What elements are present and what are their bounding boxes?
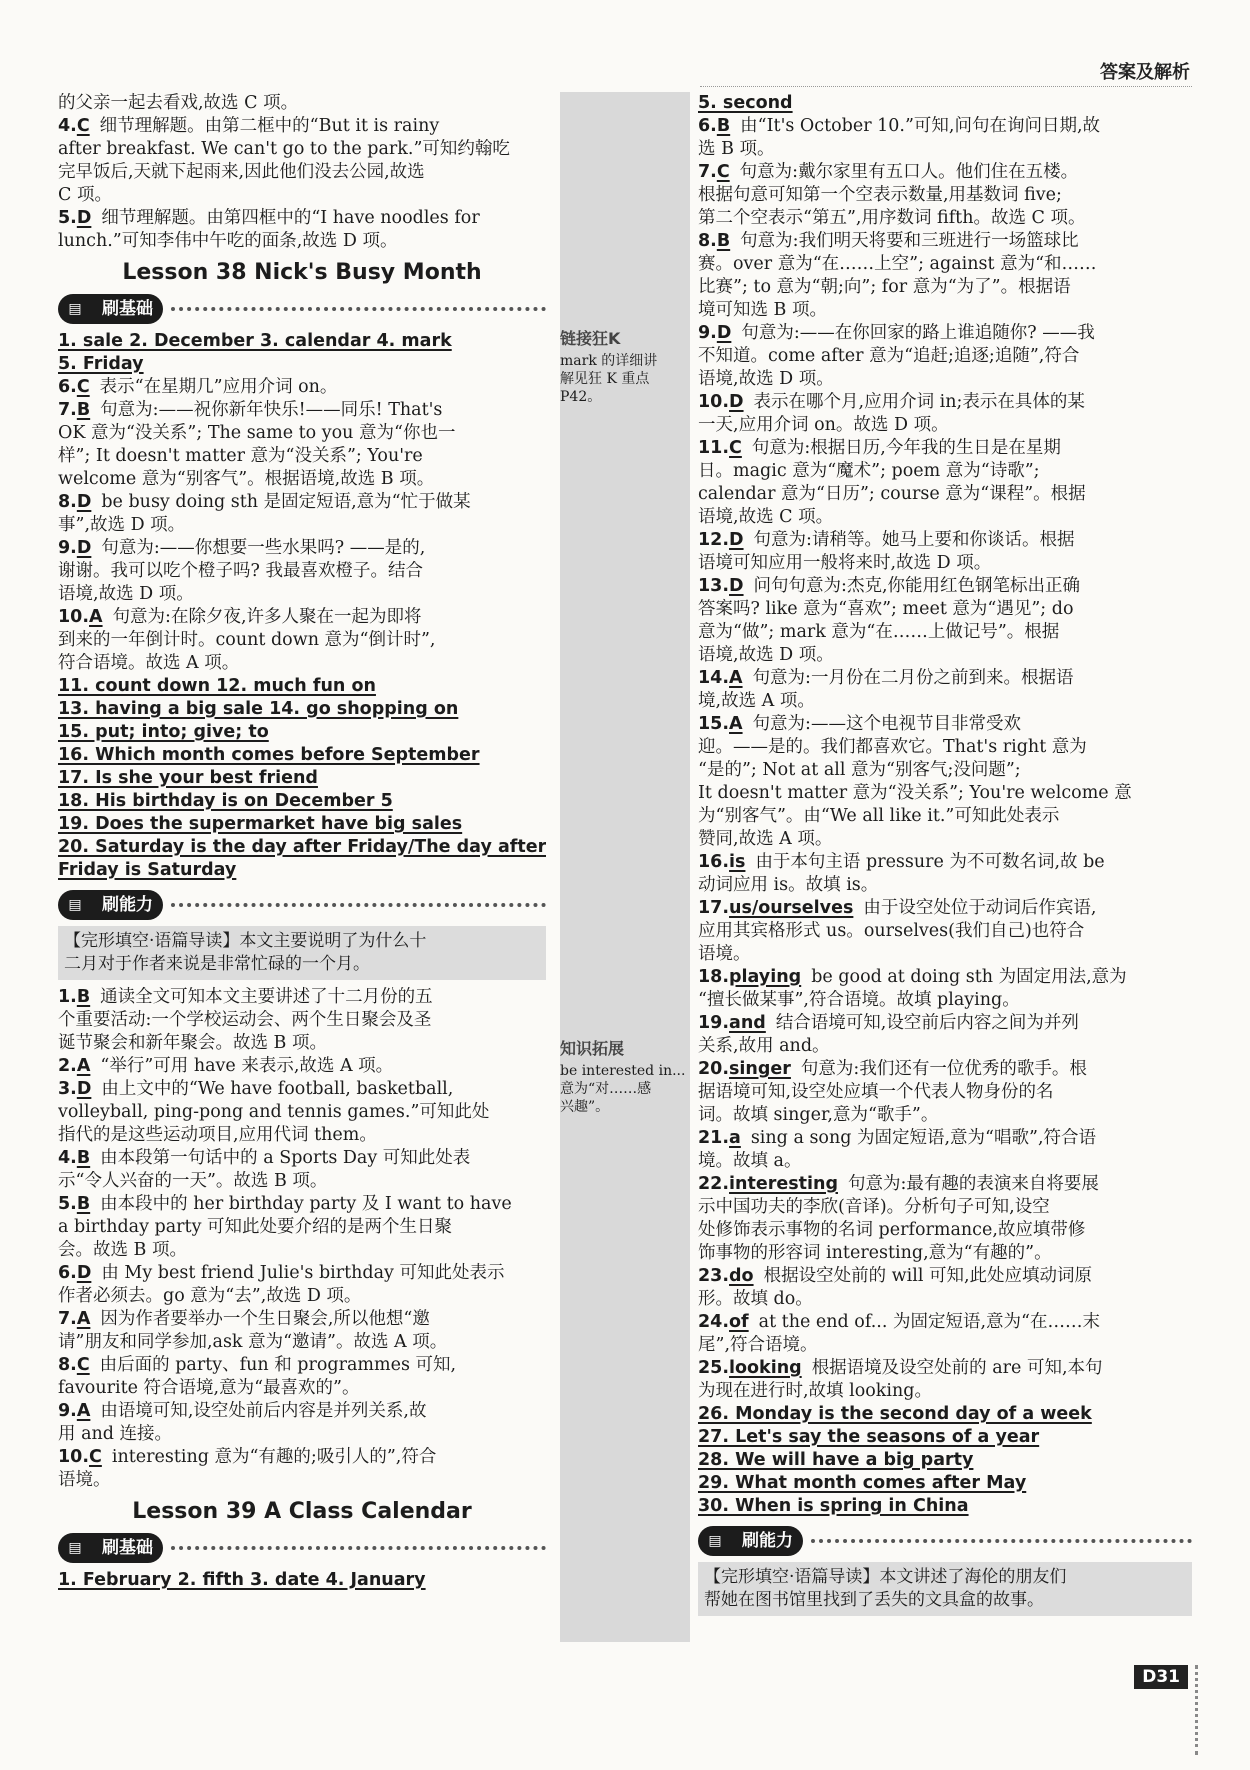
item-number: 12. (698, 530, 730, 550)
answer-key: A (729, 668, 743, 688)
answer-line: 19. Does the supermarket have big sales (58, 814, 463, 834)
explanation-text: be busy doing sth 是固定短语,意为“忙于做某 (101, 492, 471, 512)
answer-line: 18. His birthday is on December 5 (58, 791, 393, 811)
item-number: 15. (698, 714, 730, 734)
item-number: 21. (698, 1128, 730, 1148)
explanation-line: 赛。over 意为“在……上空”; against 意为“和…… (698, 254, 1097, 274)
answer-line: Friday is Saturday (58, 860, 237, 880)
explanation-text: 句意为:戴尔家里有五口人。他们住在五楼。 (739, 162, 1079, 182)
item-number: 25. (698, 1358, 730, 1378)
explanation-line (698, 1058, 1192, 1081)
item-number: 5. (58, 208, 77, 228)
answer-key: D (729, 530, 744, 550)
explanation-text: 结合语境可知,设空前后内容之间为并列 (775, 1013, 1079, 1033)
explanation-text: 句意为:——你想要一些水果吗? ——是的, (101, 538, 426, 558)
explanation-line: 比赛”; to 意为“朝;向”; for 意为“为了”。根据语 (698, 277, 1071, 297)
answer-key: A (76, 1401, 91, 1421)
reading-guide-line: 二月对于作者来说是非常忙碌的一个月。 (64, 954, 370, 974)
answer-line: 15. put; into; give; to (58, 722, 269, 742)
explanation-line (58, 491, 546, 514)
explanation-line: 指代的是这些运动项目,应用代词 them。 (58, 1125, 377, 1145)
explanation-text: 通读全文可知本文主要讲述了十二月份的五 (100, 987, 433, 1007)
explanation-text: 句意为:一月份在二月份之前到来。根据语 (752, 668, 1074, 688)
explanation-line: 的父亲一起去看戏,故选 C 项。 (58, 93, 299, 113)
explanation-line: 日。magic 意为“魔术”; poem 意为“诗歌”; (698, 461, 1040, 481)
book-icon: ▤ (698, 1526, 732, 1556)
reading-guide-line: 【完形填空·语篇导读】本文讲述了海伦的朋友们 (704, 1567, 1067, 1587)
explanation-text: 句意为:——在你回家的路上谁追随你? ——我 (741, 323, 1095, 343)
item-number: 11. (698, 438, 730, 458)
item-number: 7. (698, 162, 717, 182)
explanation-line: volleyball, ping-pong and tennis games.”可知此处 (58, 1102, 490, 1122)
answer-key: C (716, 162, 730, 182)
item-number: 10. (698, 392, 730, 412)
answer-key: and (729, 1013, 766, 1033)
answer-key: D (76, 1079, 92, 1099)
explanation-line: 完早饭后,天就下起雨来,因此他们没去公园,故选 (58, 162, 425, 182)
answer-key: singer (729, 1059, 791, 1079)
explanation-line: 境。故填 a。 (698, 1151, 802, 1171)
explanation-line: 语境可知应用一般将来时,故选 D 项。 (698, 553, 992, 573)
answer-key: C (76, 1355, 90, 1375)
section-badge-label: 刷能力 (92, 890, 163, 920)
explanation-line: 符合语境。故选 A 项。 (58, 653, 240, 673)
answer-key: B (716, 116, 731, 136)
answer-key: B (76, 1194, 91, 1214)
explanation-line (58, 606, 546, 629)
explanation-line (698, 713, 1192, 736)
item-number: 19. (698, 1013, 730, 1033)
book-icon: ▤ (58, 1533, 92, 1563)
explanation-line (698, 1357, 1192, 1380)
item-number: 8. (58, 1355, 77, 1375)
answer-line: 26. Monday is the second day of a week (698, 1404, 1092, 1424)
answer-line: 28. We will have a big party (698, 1450, 974, 1470)
explanation-line (58, 537, 546, 560)
answer-key: is (729, 852, 746, 872)
explanation-line: 根据句意可知第一个空表示数量,用基数词 five; (698, 185, 1062, 205)
explanation-line (58, 1446, 546, 1469)
item-number: 2. (58, 1056, 77, 1076)
answer-line: 29. What month comes after May (698, 1473, 1027, 1493)
dotted-rule (171, 903, 546, 907)
item-number: 6. (58, 377, 77, 397)
right-column (698, 92, 1192, 1622)
side-note-line: be interested in... (560, 1063, 686, 1079)
answer-key: D (76, 1263, 92, 1283)
explanation-line (58, 1078, 546, 1101)
explanation-line: 到来的一年倒计时。count down 意为“倒计时”, (58, 630, 436, 650)
explanation-text: 因为作者要举办一个生日聚会,所以他想“邀 (100, 1309, 430, 1329)
answer-line: 11. count down 12. much fun on (58, 676, 376, 696)
explanation-text: “举行”可用 have 来表示,故选 A 项。 (100, 1056, 394, 1076)
explanation-line: favourite 符合语境,意为“最喜欢的”。 (58, 1378, 360, 1398)
explanation-text: 由 My best friend Julie's birthday 可知此处表示 (101, 1263, 505, 1283)
book-icon: ▤ (58, 294, 92, 324)
explanation-line (58, 1400, 546, 1423)
reading-guide-line: 帮她在图书馆里找到了丢失的文具盒的故事。 (704, 1590, 1044, 1610)
explanation-line: 迎。——是的。我们都喜欢它。That's right 意为 (698, 737, 1087, 757)
item-number: 9. (58, 538, 77, 558)
explanation-line: 答案吗? like 意为“喜欢”; meet 意为“遇见”; do (698, 599, 1074, 619)
explanation-line (58, 1262, 546, 1285)
explanation-line: 会。故选 B 项。 (58, 1240, 187, 1260)
item-number: 7. (58, 1309, 77, 1329)
explanation-text: be good at doing sth 为固定用法,意为 (811, 967, 1127, 987)
explanation-line: 语境,故选 D 项。 (698, 369, 834, 389)
explanation-line: It doesn't matter 意为“没关系”; You're welcome 意 (698, 783, 1132, 803)
explanation-text: 由本段第一句话中的 a Sports Day 可知此处表 (100, 1148, 471, 1168)
explanation-text: 表示“在星期几”应用介词 on。 (99, 377, 338, 397)
item-number: 4. (58, 116, 77, 136)
answer-key: of (729, 1312, 749, 1332)
item-number: 18. (698, 967, 730, 987)
book-icon: ▤ (58, 890, 92, 920)
explanation-text: 句意为:请稍等。她马上要和你谈话。根据 (753, 530, 1075, 550)
section-badge (58, 1533, 546, 1563)
item-number: 13. (698, 576, 730, 596)
left-column (58, 92, 546, 1592)
section-badge-label: 刷基础 (92, 294, 163, 324)
explanation-line: 处修饰表示事物的名词 performance,故应填带修 (698, 1220, 1086, 1240)
answer-key: do (729, 1266, 754, 1286)
item-number: 20. (698, 1059, 730, 1079)
answer-line: 20. Saturday is the day after Friday/The day after (58, 837, 546, 857)
explanation-line: calendar 意为“日历”; course 意为“课程”。根据 (698, 484, 1086, 504)
reading-guide-line: 【完形填空·语篇导读】本文主要说明了为什么十 (64, 931, 427, 951)
explanation-line (698, 391, 1192, 414)
explanation-line (698, 161, 1192, 184)
item-number: 6. (698, 116, 717, 136)
explanation-line: 境,故选 A 项。 (698, 691, 815, 711)
explanation-line (698, 1127, 1192, 1150)
explanation-line: welcome 意为“别客气”。根据语境,故选 B 项。 (58, 469, 435, 489)
explanation-line: 事”,故选 D 项。 (58, 515, 186, 535)
explanation-line: 形。故填 do。 (698, 1289, 813, 1309)
answer-line: 1. February 2. fifth 3. date 4. January (58, 1570, 426, 1590)
answer-line: 5. second (698, 93, 793, 113)
explanation-text: 问句句意为:杰克,你能用红色钢笔标出正确 (753, 576, 1081, 596)
explanation-line (58, 1354, 546, 1377)
item-number: 17. (698, 898, 730, 918)
explanation-line: C 项。 (58, 185, 112, 205)
explanation-line (698, 851, 1192, 874)
reading-guide (58, 926, 546, 980)
explanation-line: 样”; It doesn't matter 意为“没关系”; You're (58, 446, 423, 466)
explanation-line (698, 529, 1192, 552)
explanation-line (698, 115, 1192, 138)
answer-key: D (76, 492, 92, 512)
explanation-line (698, 1265, 1192, 1288)
page-number: D31 (1134, 1665, 1188, 1689)
explanation-line (58, 115, 546, 138)
explanation-line: 语境,故选 D 项。 (698, 645, 834, 665)
item-number: 22. (698, 1174, 730, 1194)
explanation-text: 根据语境及设空处前的 are 可知,本句 (811, 1358, 1103, 1378)
answer-key: A (76, 1309, 91, 1329)
answer-key: C (729, 438, 742, 458)
explanation-line: 应用其宾格形式 us。ourselves(我们自己)也符合 (698, 921, 1085, 941)
explanation-text: 由于本句主语 pressure 为不可数名词,故 be (755, 852, 1105, 872)
item-number: 3. (58, 1079, 77, 1099)
explanation-text: 由上文中的“We have football, basketball, (101, 1079, 454, 1099)
answer-key: B (716, 231, 731, 251)
explanation-line: 词。故填 singer,意为“歌手”。 (698, 1105, 939, 1125)
dotted-rule (811, 1539, 1192, 1543)
section-badge-label: 刷基础 (92, 1533, 163, 1563)
answer-key: A (89, 607, 103, 627)
explanation-line (698, 897, 1192, 920)
answer-key: D (729, 576, 744, 596)
item-number: 24. (698, 1312, 730, 1332)
item-number: 9. (58, 1401, 77, 1421)
explanation-line (58, 986, 546, 1009)
explanation-text: 细节理解题。由第四框中的“I have noodles for (101, 208, 480, 228)
side-note-line: 兴趣”。 (560, 1099, 610, 1115)
answer-key: D (76, 208, 92, 228)
explanation-line: 为现在进行时,故填 looking。 (698, 1381, 932, 1401)
lesson-title: Lesson 38 Nick's Busy Month (122, 260, 482, 285)
answer-key: C (76, 377, 90, 397)
explanation-line (698, 667, 1192, 690)
answer-line: 27. Let's say the seasons of a year (698, 1427, 1040, 1447)
explanation-line (58, 207, 546, 230)
answer-key: D (729, 392, 744, 412)
explanation-line: 示中国功夫的李欣(音译)。分析句子可知,设空 (698, 1197, 1050, 1217)
explanation-line: 用 and 连接。 (58, 1424, 173, 1444)
item-number: 4. (58, 1148, 77, 1168)
explanation-line: “是的”; Not at all 意为“别客气;没问题”; (698, 760, 1021, 780)
explanation-line (58, 1193, 546, 1216)
section-badge (58, 294, 546, 324)
side-note-line: 解见狂 K 重点 (560, 371, 650, 387)
explanation-line (58, 376, 546, 399)
explanation-line: 语境。 (698, 944, 751, 964)
explanation-line (58, 1055, 546, 1078)
explanation-line: “擅长做某事”,符合语境。故填 playing。 (698, 990, 1020, 1010)
explanation-line: 不知道。come after 意为“追赶;追逐;追随”,符合 (698, 346, 1080, 366)
explanation-line: lunch.”可知李伟中午吃的面条,故选 D 项。 (58, 231, 398, 251)
answer-line: 1. sale 2. December 3. calendar 4. mark (58, 331, 452, 351)
explanation-text: 由语境可知,设空处前后内容是并列关系,故 (100, 1401, 427, 1421)
explanation-line (698, 575, 1192, 598)
explanation-line: 示“令人兴奋的一天”。故选 B 项。 (58, 1171, 328, 1191)
explanation-line: 赞同,故选 A 项。 (698, 829, 833, 849)
dotted-rule (171, 307, 546, 311)
item-number: 8. (58, 492, 77, 512)
header-divider (700, 86, 1192, 87)
explanation-line (698, 1173, 1192, 1196)
item-number: 14. (698, 668, 730, 688)
answer-key: a (729, 1128, 741, 1148)
answer-key: C (89, 1447, 102, 1467)
explanation-text: 根据设空处前的 will 可知,此处应填动词原 (763, 1266, 1093, 1286)
side-note-extension (560, 1040, 690, 1116)
explanation-line (58, 1308, 546, 1331)
explanation-text: interesting 意为“有趣的;吸引人的”,符合 (111, 1447, 437, 1467)
item-number: 9. (698, 323, 717, 343)
answer-line: 5. Friday (58, 354, 144, 374)
answer-line: 13. having a big sale 14. go shopping on (58, 699, 459, 719)
answer-line: 16. Which month comes before September (58, 745, 480, 765)
explanation-line: 作者必须去。go 意为“去”,故选 D 项。 (58, 1286, 362, 1306)
explanation-text: 由“It's October 10.”可知,问句在询问日期,故 (740, 116, 1101, 136)
explanation-text: 句意为:——祝你新年快乐!——同乐! That's (100, 400, 443, 420)
explanation-line: 尾”,符合语境。 (698, 1335, 818, 1355)
explanation-line: 第二个空表示“第五”,用序数词 fifth。故选 C 项。 (698, 208, 1086, 228)
explanation-text: 句意为:最有趣的表演来自将要展 (847, 1174, 1099, 1194)
side-note-link (560, 330, 690, 406)
header-title: 答案及解析 (1100, 62, 1190, 83)
item-number: 8. (698, 231, 717, 251)
side-note-line: P42。 (560, 389, 602, 405)
explanation-line: 饰事物的形容词 interesting,意为“有趣的”。 (698, 1243, 1052, 1263)
item-number: 1. (58, 987, 77, 1007)
explanation-line (698, 322, 1192, 345)
explanation-text: 句意为:我们明天将要和三班进行一场篮球比 (740, 231, 1079, 251)
section-badge (58, 890, 546, 920)
explanation-line: a birthday party 可知此处要介绍的是两个生日聚 (58, 1217, 453, 1237)
section-badge (698, 1526, 1192, 1556)
explanation-text: 句意为:根据日历,今年我的生日是在星期 (751, 438, 1061, 458)
answer-key: B (76, 400, 91, 420)
answer-key: D (716, 323, 732, 343)
item-number: 16. (698, 852, 730, 872)
item-number: 6. (58, 1263, 77, 1283)
explanation-text: 由本段中的 her birthday party 及 I want to have (100, 1194, 512, 1214)
explanation-text: 句意为:——这个电视节目非常受欢 (752, 714, 1021, 734)
item-number: 5. (58, 1194, 77, 1214)
side-note-title: 链接狂K (560, 329, 621, 348)
lesson-title: Lesson 39 A Class Calendar (132, 1499, 472, 1524)
explanation-text: 表示在哪个月,应用介词 in;表示在具体的某 (753, 392, 1085, 412)
section-badge-label: 刷能力 (732, 1526, 803, 1556)
explanation-line: OK 意为“没关系”; The same to you 意为“你也一 (58, 423, 456, 443)
explanation-line (698, 966, 1192, 989)
explanation-line (698, 230, 1192, 253)
item-number: 10. (58, 1447, 90, 1467)
explanation-text: sing a song 为固定短语,意为“唱歌”,符合语 (750, 1128, 1097, 1148)
explanation-line: 动词应用 is。故填 is。 (698, 875, 879, 895)
explanation-text: 细节理解题。由第二框中的“But it is rainy (99, 116, 440, 136)
side-note-line: 意为“对……感 (560, 1081, 652, 1097)
side-note-line: mark 的详细讲 (560, 353, 658, 369)
answer-key: B (76, 987, 91, 1007)
answer-line: 30. When is spring in China (698, 1496, 969, 1516)
explanation-line (698, 437, 1192, 460)
explanation-line: after breakfast. We can't go to the park.”可知约翰吃 (58, 139, 510, 159)
dotted-rule (171, 1546, 546, 1550)
explanation-line (58, 1147, 546, 1170)
explanation-line: 一天,应用介词 on。故选 D 项。 (698, 415, 949, 435)
explanation-line: 据语境可知,设空处应填一个代表人物身份的名 (698, 1082, 1054, 1102)
explanation-line: 关系,故用 and。 (698, 1036, 830, 1056)
answer-key: B (76, 1148, 91, 1168)
answer-key: C (76, 116, 90, 136)
explanation-text: at the end of... 为固定短语,意为“在……末 (758, 1312, 1100, 1332)
explanation-text: 由于设空处位于动词后作宾语, (863, 898, 1097, 918)
explanation-line: 语境,故选 C 项。 (698, 507, 834, 527)
explanation-line: 请”朋友和同学参加,ask 意为“邀请”。故选 A 项。 (58, 1332, 448, 1352)
explanation-text: 由后面的 party、fun 和 programmes 可知, (99, 1355, 457, 1375)
explanation-line (698, 1012, 1192, 1035)
explanation-text: 句意为:我们还有一位优秀的歌手。根 (800, 1059, 1087, 1079)
answer-key: looking (729, 1358, 802, 1378)
explanation-line (698, 1311, 1192, 1334)
item-number: 10. (58, 607, 90, 627)
explanation-line (58, 399, 546, 422)
item-number: 7. (58, 400, 77, 420)
answer-key: A (729, 714, 743, 734)
answer-key: A (76, 1056, 91, 1076)
explanation-line: 意为“做”; mark 意为“在……上做记号”。根据 (698, 622, 1060, 642)
explanation-line: 语境,故选 D 项。 (58, 584, 194, 604)
explanation-line: 选 B 项。 (698, 139, 775, 159)
answer-key: D (76, 538, 92, 558)
explanation-line: 诞节聚会和新年聚会。故选 B 项。 (58, 1033, 327, 1053)
reading-guide (698, 1562, 1192, 1616)
answer-key: playing (729, 967, 802, 987)
explanation-line: 境可知选 B 项。 (698, 300, 827, 320)
explanation-line: 为“别客气”。由“We all like it.”可知此处表示 (698, 806, 1060, 826)
explanation-line: 个重要活动:一个学校运动会、两个生日聚会及圣 (58, 1010, 432, 1030)
side-note-title: 知识拓展 (560, 1039, 625, 1058)
item-number: 23. (698, 1266, 730, 1286)
answer-key: us/ourselves (729, 898, 854, 918)
margin-strip (560, 92, 690, 1642)
page-edge-dots (1195, 1665, 1200, 1755)
answer-key: interesting (729, 1174, 838, 1194)
explanation-text: 句意为:在除夕夜,许多人聚在一起为即将 (112, 607, 422, 627)
explanation-line: 谢谢。我可以吃个橙子吗? 我最喜欢橙子。结合 (58, 561, 423, 581)
explanation-line: 语境。 (58, 1470, 111, 1490)
answer-line: 17. Is she your best friend (58, 768, 318, 788)
